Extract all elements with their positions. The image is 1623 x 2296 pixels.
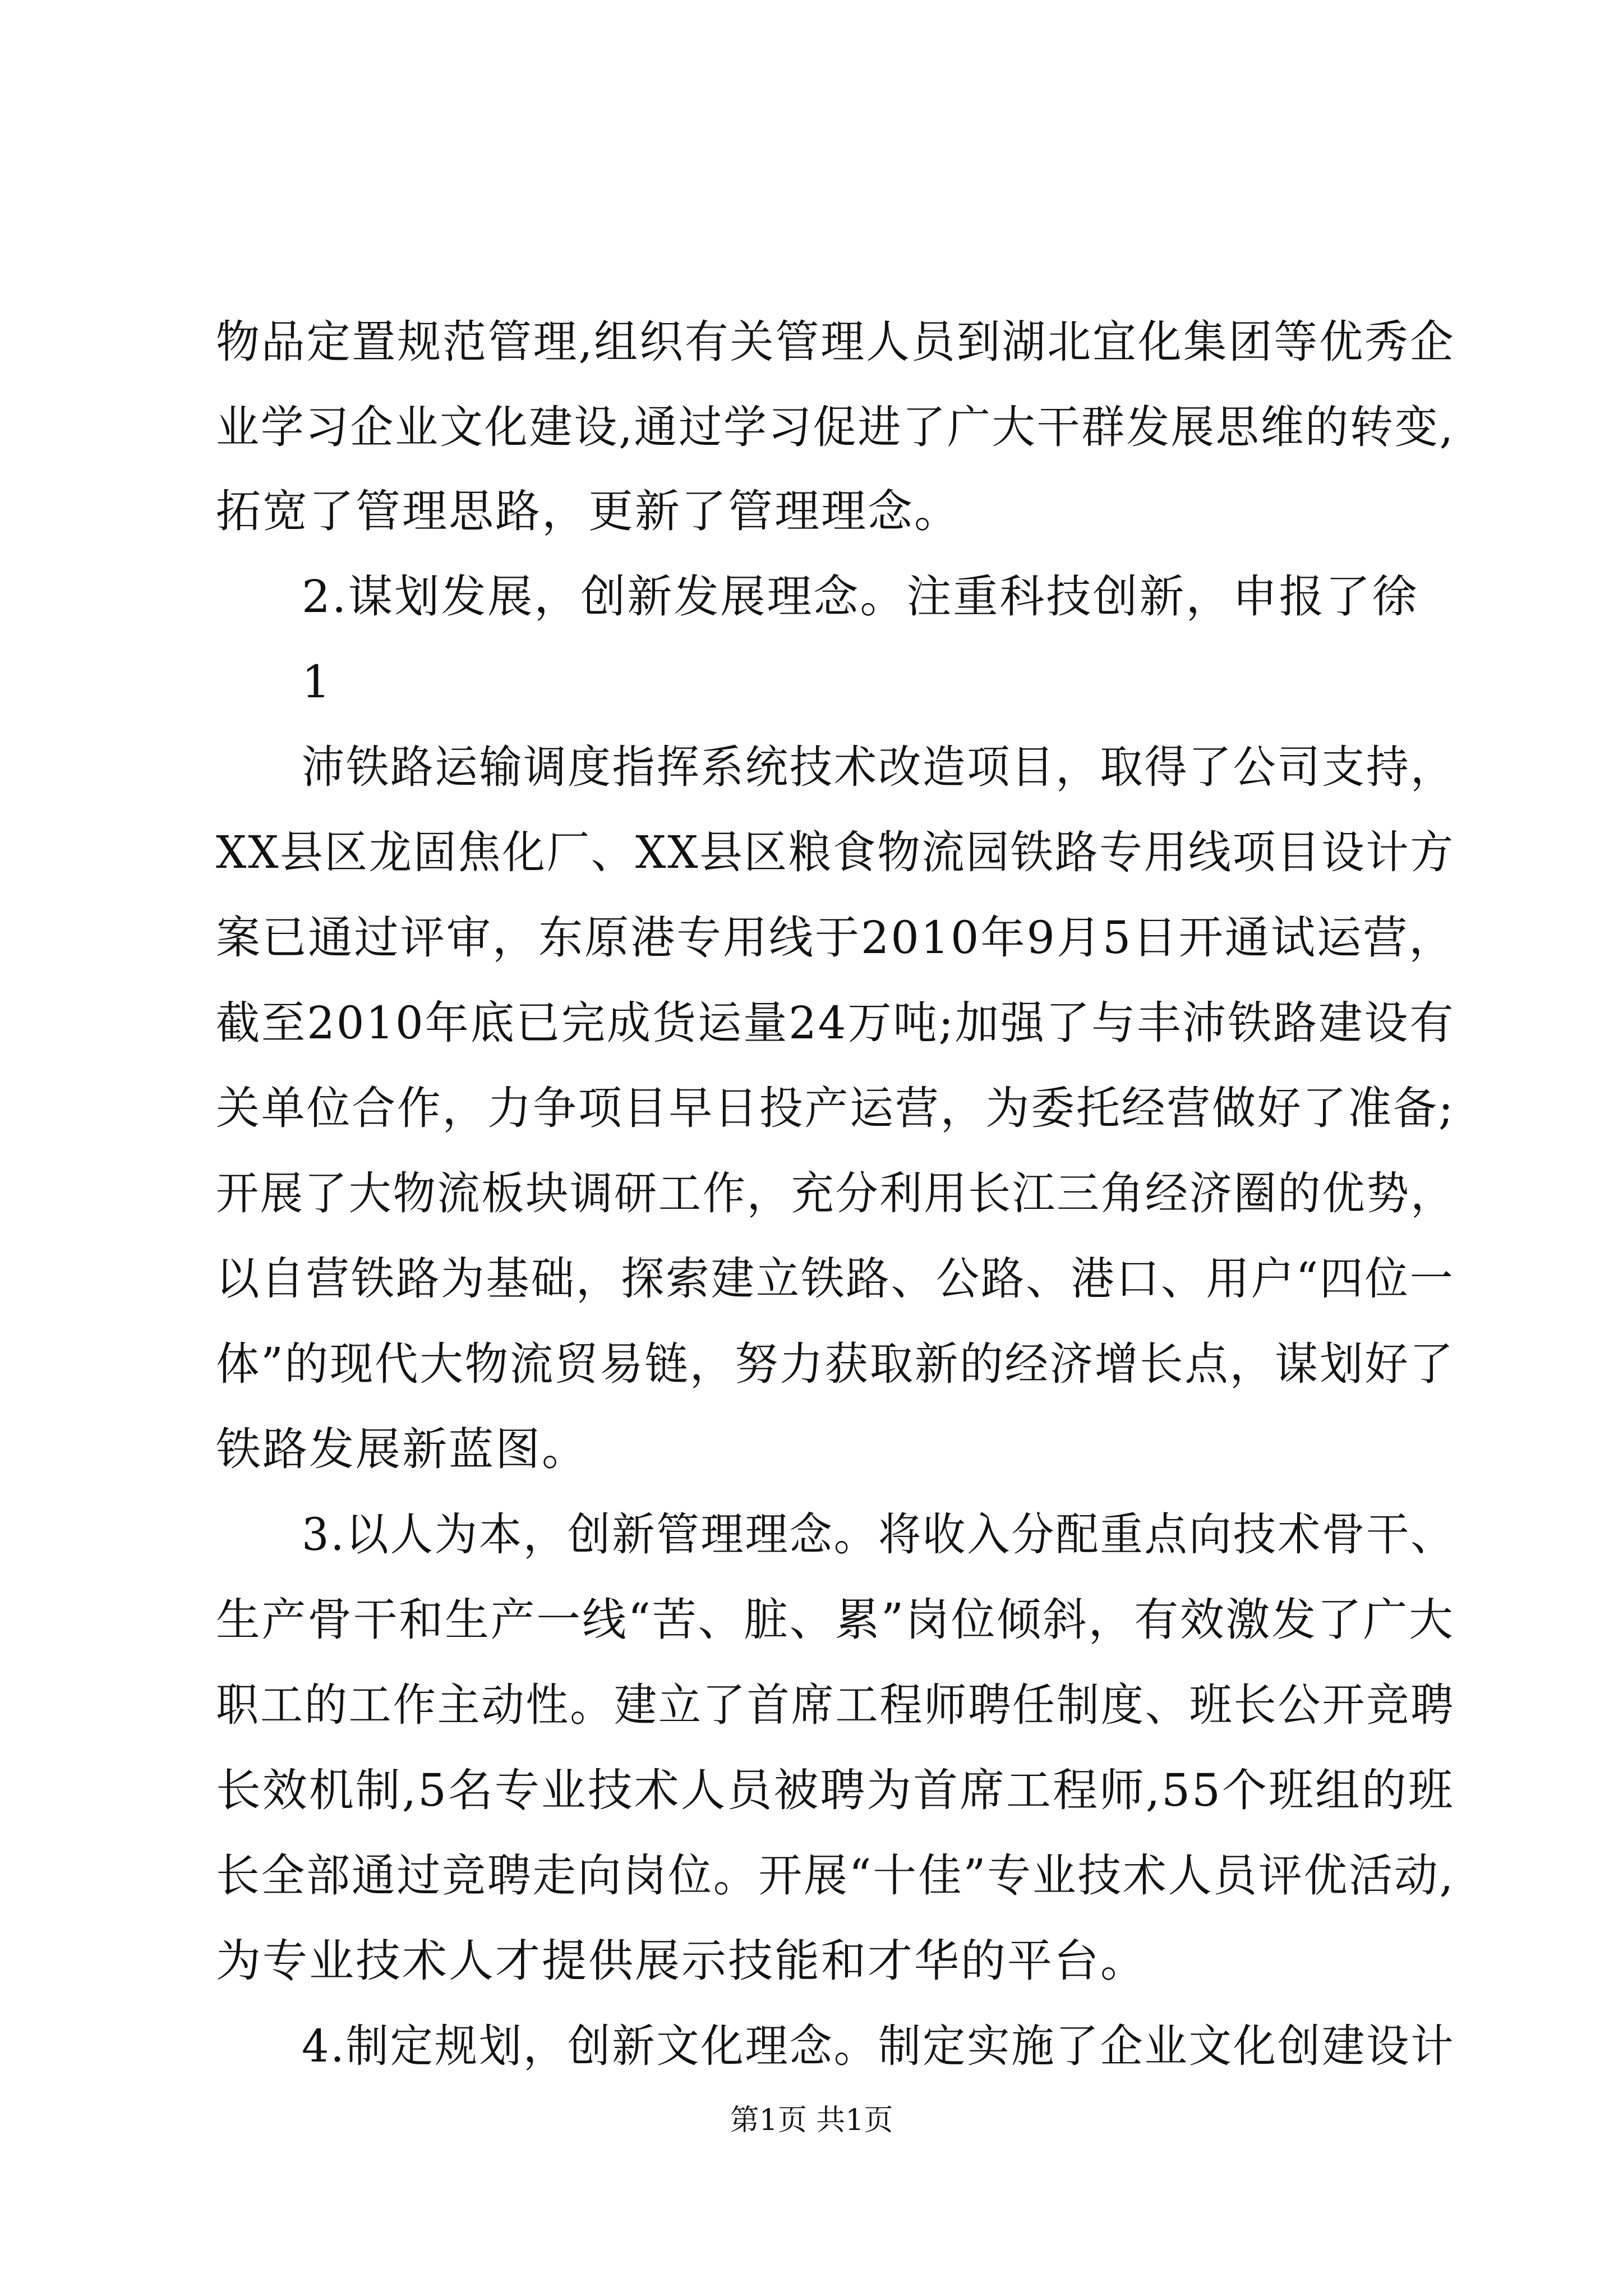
body-line-9: 截至2010年底已完成货运量24万吨;加强了与丰沛铁路建设有 <box>216 997 1455 1049</box>
page-number-marker: 1 <box>302 656 332 708</box>
paragraph-3-start: 3.以人为本，创新管理理念。将收入分配重点向技术骨干、 <box>302 1508 1455 1561</box>
body-line-3: 拓宽了管理思路，更新了管理理念。 <box>216 485 961 537</box>
paragraph-4-start: 4.制定规划，创新文化理念。制定实施了企业文化创建设计 <box>302 2020 1455 2072</box>
paragraph-2-start: 2.谋划发展，创新发展理念。注重科技创新，申报了徐 <box>302 570 1419 623</box>
body-line-7: XX县区龙固焦化厂、XX县区粮食物流园铁路专用线项目设计方 <box>216 826 1455 878</box>
body-line-13: 体”的现代大物流贸易链，努力获取新的经济增长点，谋划好了 <box>216 1338 1455 1390</box>
body-line-12: 以自营铁路为基础，探索建立铁路、公路、港口、用户“四位一 <box>216 1253 1455 1305</box>
body-line-11: 开展了大物流板块调研工作，充分利用长江三角经济圈的优势， <box>216 1167 1455 1220</box>
body-line-17: 职工的工作主动性。建立了首席工程师聘任制度、班长公开竞聘 <box>216 1679 1455 1731</box>
body-line-19: 长全部通过竞聘走向岗位。开展“十佳”专业技术人员评优活动, <box>216 1849 1455 1902</box>
body-line-16: 生产骨干和生产一线“苦、脏、累”岗位倾斜，有效激发了广大 <box>216 1594 1455 1646</box>
body-line-18: 长效机制,5名专业技术人员被聘为首席工程师,55个班组的班 <box>216 1764 1455 1816</box>
body-line-8: 案已通过评审，东原港专用线于2010年9月5日开通试运营， <box>216 912 1455 964</box>
body-line-1: 物品定置规范管理,组织有关管理人员到湖北宜化集团等优秀企 <box>216 316 1455 368</box>
body-line-6: 沛铁路运输调度指挥系统技术改造项目，取得了公司支持， <box>302 741 1455 793</box>
page-footer: 第1页 共1页 <box>730 2104 893 2137</box>
body-line-2: 业学习企业文化建设,通过学习促进了广大干群发展思维的转变, <box>216 401 1455 453</box>
body-line-14: 铁路发展新蓝图。 <box>216 1423 588 1475</box>
body-line-20: 为专业技术人才提供展示技能和才华的平台。 <box>216 1935 1147 1987</box>
body-line-10: 关单位合作，力争项目早日投产运营，为委托经营做好了准备; <box>216 1082 1455 1134</box>
